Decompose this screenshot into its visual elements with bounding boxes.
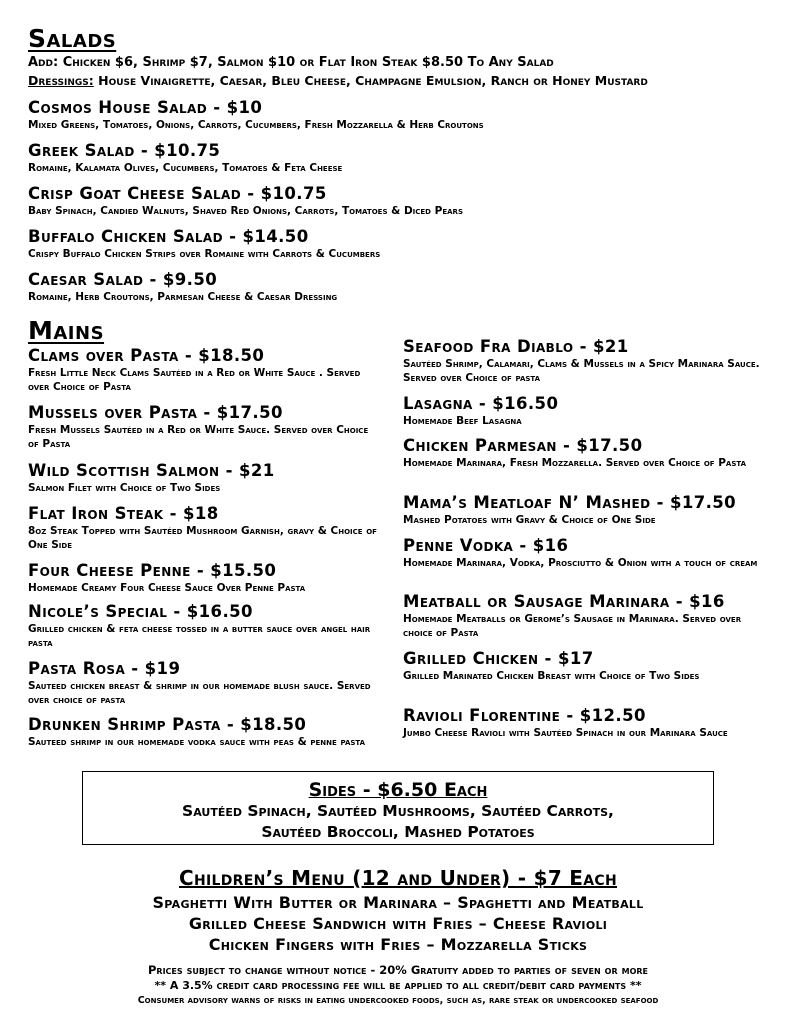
item-description: Homemade Creamy Four Cheese Sauce Over Penne Pasta — [28, 582, 306, 594]
menu-item — [403, 494, 763, 527]
childrens-menu-line: Chicken Fingers with Fries – Mozzarella Sticks — [208, 935, 588, 954]
menu-item — [28, 562, 380, 595]
item-name: Clams over Pasta - $18.50 — [28, 346, 265, 365]
item-description: Grilled Marinated Chicken Breast with Choice of Two Sides — [403, 670, 700, 682]
item-name: Chicken Parmesan - $17.50 — [403, 436, 643, 455]
item-name: Nicole’s Special - $16.50 — [28, 602, 253, 621]
item-description: Sautéed Shrimp, Calamari, Clams & Mussels in a Spicy Marinara Sauce. Served over Choice of pasta — [403, 358, 760, 384]
salad-add-ons: Add: Chicken $6, Shrimp $7, Salmon $10 or Flat Iron Steak $8.50 To Any Salad — [28, 55, 554, 70]
item-name: Ravioli Florentine - $12.50 — [403, 706, 646, 725]
item-name: Buffalo Chicken Salad - $14.50 — [28, 227, 309, 246]
mains-heading: Mains — [28, 316, 105, 345]
item-description: Grilled chicken & feta cheese tossed in a butter sauce over angel hair pasta — [28, 623, 371, 649]
sides-line: Sautéed Spinach, Sautéed Mushrooms, Sautéed Carrots, — [182, 802, 614, 820]
menu-item — [28, 228, 380, 261]
item-description: Romaine, Herb Croutons, Parmesan Cheese & Caesar Dressing — [28, 291, 338, 303]
menu-item — [403, 395, 763, 428]
footer-fee-note: ** A 3.5% credit card processing fee will be applied to all credit/debit card payments ** — [154, 979, 642, 992]
item-name: Lasagna - $16.50 — [403, 394, 559, 413]
sides-heading — [83, 779, 713, 801]
menu-item — [28, 404, 380, 451]
salads-heading: Salads — [28, 24, 117, 53]
footer-pricing-note: Prices subject to change without notice - 20% Gratuity added to parties of seven or more — [147, 963, 648, 977]
menu-item — [28, 462, 380, 495]
item-description: Jumbo Cheese Ravioli with Sautéed Spinach in our Marinara Sauce — [403, 727, 728, 739]
item-description: Mixed Greens, Tomatoes, Onions, Carrots, Cucumbers, Fresh Mozzarella & Herb Croutons — [28, 119, 484, 131]
menu-item — [28, 99, 484, 132]
item-description: Mashed Potatoes with Gravy & Choice of One Side — [403, 514, 656, 526]
item-name: Grilled Chicken - $17 — [403, 649, 594, 668]
item-name: Meatball or Sausage Marinara - $16 — [403, 592, 725, 611]
item-name: Flat Iron Steak - $18 — [28, 504, 219, 523]
item-description: 8oz Steak Topped with Sautéed Mushroom Garnish, gravy & Choice of One Side — [28, 525, 377, 551]
sides-heading-text: Sides - $6.50 Each — [308, 779, 488, 801]
menu-item — [403, 593, 763, 640]
item-description: Sauteed chicken breast & shrimp in our homemade blush sauce. Served over choice of pasta — [28, 680, 371, 706]
menu-item — [403, 650, 763, 683]
menu-item — [28, 142, 342, 175]
item-name: Penne Vodka - $16 — [403, 536, 569, 555]
item-name: Seafood Fra Diablo - $21 — [403, 337, 629, 356]
menu-item — [403, 437, 763, 470]
menu-item — [403, 707, 763, 740]
menu-item — [28, 185, 463, 218]
item-name: Mama’s Meatloaf N’ Mashed - $17.50 — [403, 493, 737, 512]
dressings-list: House Vinaigrette, Caesar, Bleu Cheese, Champagne Emulsion, Ranch or Honey Mustard — [93, 73, 648, 88]
menu-item — [28, 716, 380, 749]
item-name: Mussels over Pasta - $17.50 — [28, 403, 283, 422]
childrens-menu-heading-text: Children’s Menu (12 and Under) - $7 Each — [178, 866, 617, 890]
item-name: Wild Scottish Salmon - $21 — [28, 461, 275, 480]
item-name: Pasta Rosa - $19 — [28, 659, 181, 678]
item-description: Homemade Marinara, Fresh Mozzarella. Served over Choice of Pasta — [403, 457, 747, 469]
item-name: Cosmos House Salad - $10 — [28, 98, 263, 117]
item-name: Caesar Salad - $9.50 — [28, 270, 218, 289]
item-description: Fresh Mussels Sautéed in a Red or White Sauce. Served over Choice of Pasta — [28, 424, 369, 450]
sides-line: Sautéed Broccoli, Mashed Potatoes — [261, 823, 535, 841]
item-name: Four Cheese Penne - $15.50 — [28, 561, 277, 580]
item-description: Salmon Filet with Choice of Two Sides — [28, 482, 221, 494]
childrens-menu-line: Grilled Cheese Sandwich with Fries – Cheese Ravioli — [188, 914, 608, 933]
menu-item — [28, 603, 380, 650]
dressings-label: Dressings: — [28, 73, 94, 88]
item-description: Homemade Meatballs or Gerome’s Sausage in Marinara. Served over choice of Pasta — [403, 613, 742, 639]
menu-item — [28, 505, 380, 552]
item-description: Homemade Beef Lasagna — [403, 415, 522, 427]
item-name: Crisp Goat Cheese Salad - $10.75 — [28, 184, 327, 203]
item-description: Homemade Marinara, Vodka, Prosciutto & Onion with a touch of cream — [403, 557, 758, 569]
item-description: Sauteed shrimp in our homemade vodka sauce with peas & penne pasta — [28, 736, 366, 748]
item-name: Greek Salad - $10.75 — [28, 141, 221, 160]
menu-item — [403, 338, 763, 385]
footer-advisory: Consumer advisory warns of risks in eating undercooked foods, such as, rare steak or undercooked seafood — [137, 995, 659, 1006]
item-description: Fresh Little Neck Clams Sautéed in a Red or White Sauce . Served over Choice of Pasta — [28, 367, 361, 393]
menu-item — [28, 660, 380, 707]
childrens-menu-line: Spaghetti With Butter or Marinara – Spaghetti and Meatball — [152, 893, 644, 912]
item-name: Drunken Shrimp Pasta - $18.50 — [28, 715, 307, 734]
item-description: Baby Spinach, Candied Walnuts, Shaved Red Onions, Carrots, Tomatoes & Diced Pears — [28, 205, 463, 217]
sides-box — [82, 771, 714, 845]
menu-item — [28, 271, 337, 304]
childrens-menu-heading — [0, 866, 796, 890]
item-description: Crispy Buffalo Chicken Strips over Romaine with Carrots & Cucumbers — [28, 248, 381, 260]
menu-item — [403, 537, 763, 570]
menu-item — [28, 347, 380, 394]
dressings-line — [28, 73, 648, 88]
item-description: Romaine, Kalamata Olives, Cucumbers, Tomatoes & Feta Cheese — [28, 162, 343, 174]
